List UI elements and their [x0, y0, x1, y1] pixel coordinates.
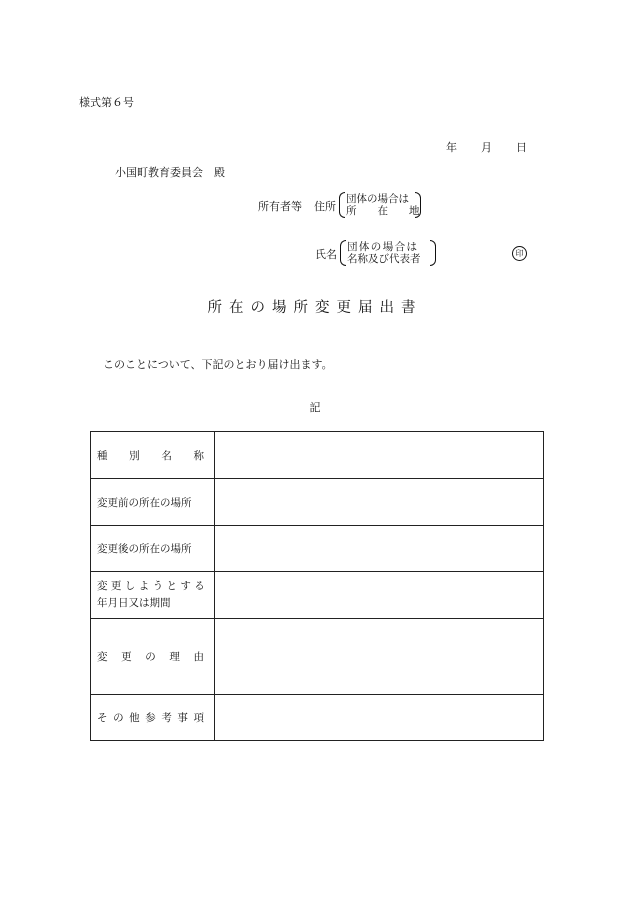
row-label-reason: 変 更 の 理 由 — [91, 619, 215, 695]
name-note-line-1: 団体の場合は — [347, 241, 419, 253]
seal-mark: 印 — [512, 246, 527, 261]
recipient: 小国町教育委員会 殿 — [115, 166, 225, 179]
table-row — [91, 695, 544, 741]
name-note — [340, 240, 436, 266]
name-label: 氏名 — [315, 248, 337, 261]
date-year-label: 年 — [446, 141, 457, 154]
body-text: このことについて、下記のとおり届け出ます。 — [103, 358, 333, 371]
address-note-line-1: 団体の場合は — [346, 193, 409, 205]
date-month-label: 月 — [481, 141, 492, 154]
form-number: 様式第６号 — [79, 96, 134, 109]
owner-label: 所有者等 — [258, 200, 302, 213]
address-note-line-2: 所 在 地 — [346, 205, 420, 217]
table-row — [91, 432, 544, 479]
row-label-type-name: 種 別 名 称 — [91, 432, 215, 479]
row-label-location-after: 変更後の所在の場所 — [91, 526, 215, 572]
table-row — [91, 572, 544, 619]
address-label: 住所 — [314, 200, 336, 213]
row-label-change-date: 変更しようとする 年月日又は期間 — [91, 572, 215, 619]
value-type-name[interactable] — [215, 432, 544, 479]
value-location-before[interactable] — [215, 479, 544, 526]
address-note — [339, 192, 421, 218]
document-title: 所在の場所変更届出書 — [207, 300, 423, 316]
name-note-line-2: 名称及び代表者 — [347, 253, 421, 265]
value-change-date[interactable] — [215, 572, 544, 619]
table-row — [91, 619, 544, 695]
row-label-other-notes: そ の 他 参 考 事 項 — [91, 695, 215, 741]
details-table — [90, 431, 544, 741]
table-row — [91, 526, 544, 572]
date-day-label: 日 — [516, 141, 527, 154]
ki-heading: 記 — [309, 401, 321, 414]
value-location-after[interactable] — [215, 526, 544, 572]
table-row — [91, 479, 544, 526]
row-label-location-before: 変更前の所在の場所 — [91, 479, 215, 526]
value-reason[interactable] — [215, 619, 544, 695]
value-other-notes[interactable] — [215, 695, 544, 741]
